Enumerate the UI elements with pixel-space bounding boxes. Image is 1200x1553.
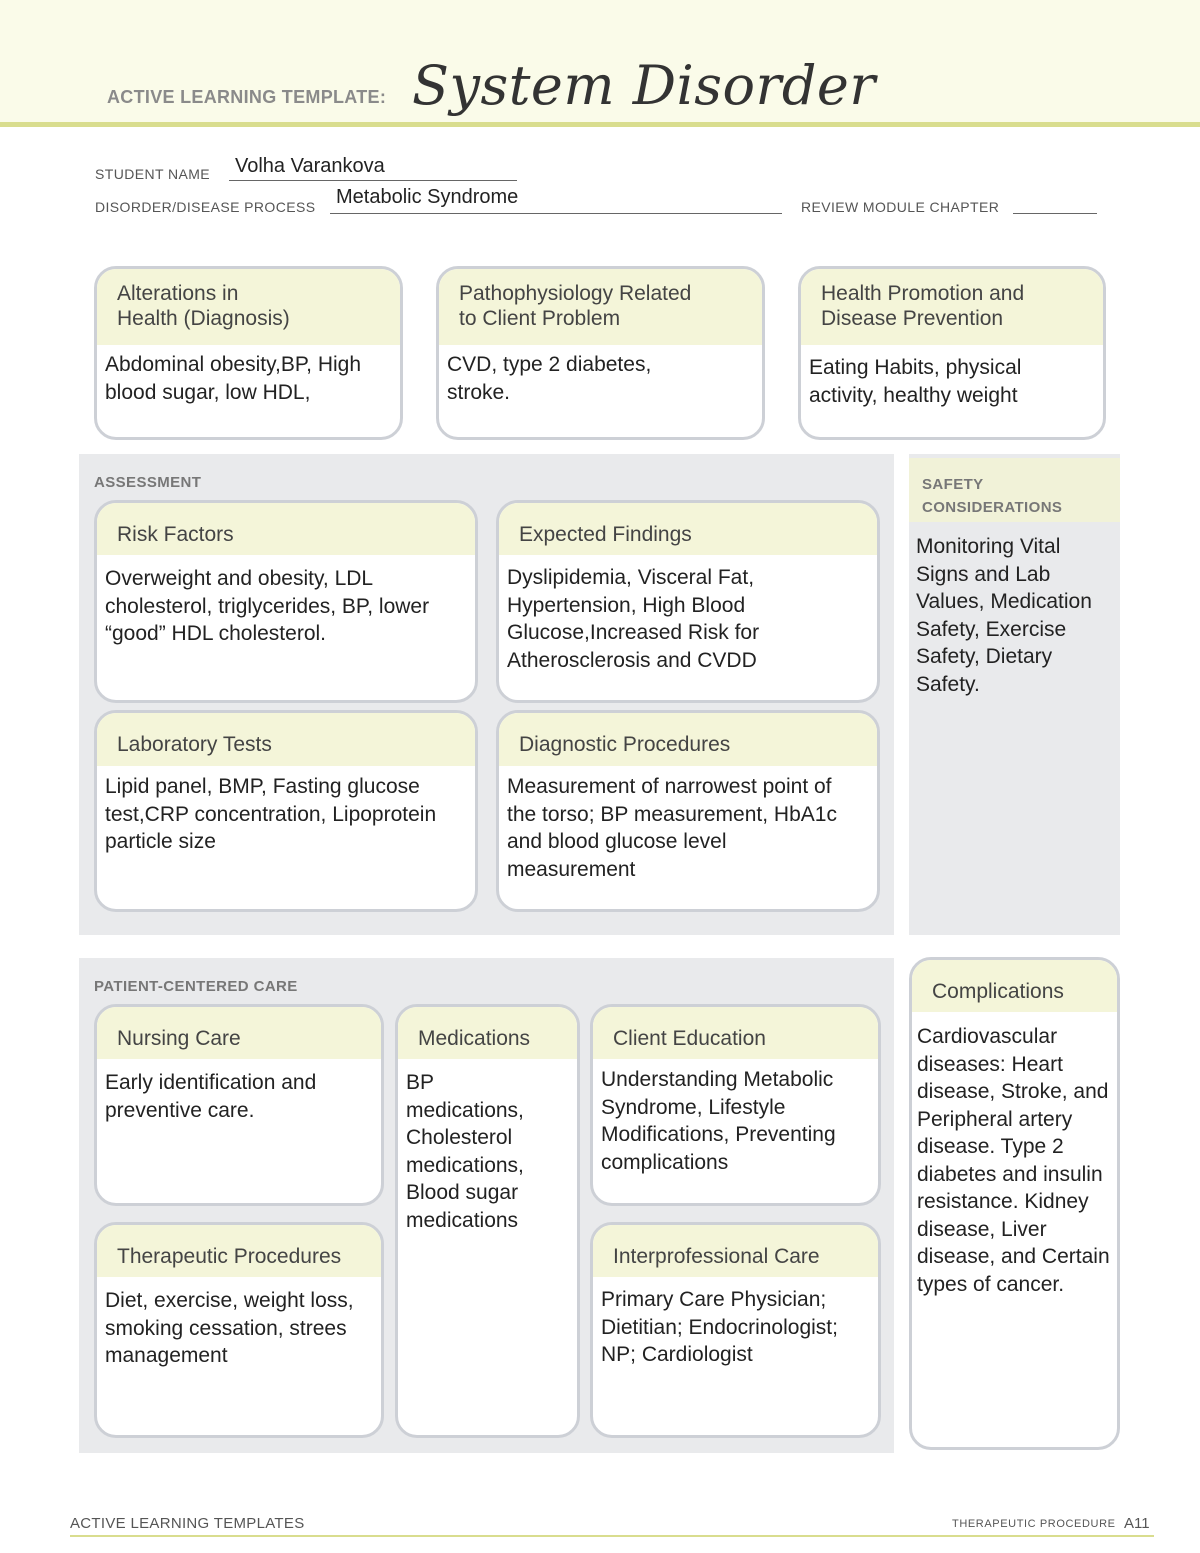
pathophysiology-title-1: Pathophysiology Related	[459, 282, 692, 305]
therapeutic-procedures-text[interactable]: Diet, exercise, weight loss, smoking cessation, strees management	[105, 1289, 354, 1367]
pathophysiology-title-2: to Client Problem	[459, 307, 621, 330]
student-name-line	[229, 180, 517, 181]
patient-care-title: PATIENT-CENTERED CARE	[94, 978, 298, 995]
expected-findings-box	[496, 500, 880, 703]
assessment-title: ASSESSMENT	[94, 474, 202, 491]
pathophysiology-box	[436, 266, 765, 440]
health-promotion-box	[798, 266, 1106, 440]
diagnostic-procedures-text[interactable]: Measurement of narrowest point of the torso; BP measurement, HbA1c and blood glucose level measurement	[507, 775, 837, 881]
safety-title-1: SAFETY	[922, 476, 984, 493]
header-rule	[0, 122, 1200, 127]
footer-page-number: A11	[1124, 1515, 1150, 1532]
therapeutic-procedures-header: Therapeutic Procedures	[97, 1225, 381, 1277]
health-promotion-text[interactable]: Eating Habits, physical activity, healthy weight	[809, 356, 1022, 407]
laboratory-tests-text[interactable]: Lipid panel, BMP, Fasting glucose test,CRP concentration, Lipoprotein particle size	[105, 775, 437, 853]
risk-factors-header: Risk Factors	[97, 503, 475, 555]
complications-box	[909, 957, 1120, 1450]
alterations-header	[97, 269, 400, 345]
interprofessional-care-header: Interprofessional Care	[593, 1225, 878, 1277]
client-education-box	[590, 1004, 881, 1206]
client-education-text[interactable]: Understanding Metabolic Syndrome, Lifestyle Modifications, Preventing complications	[601, 1068, 836, 1174]
pathophysiology-text[interactable]: CVD, type 2 diabetes, stroke.	[447, 353, 652, 404]
client-education-header: Client Education	[593, 1007, 878, 1059]
disorder-line	[330, 213, 782, 214]
chapter-line	[1013, 213, 1097, 214]
medications-box	[395, 1004, 580, 1438]
therapeutic-procedures-box	[94, 1222, 384, 1438]
safety-title-2: CONSIDERATIONS	[922, 499, 1063, 516]
expected-findings-text[interactable]: Dyslipidemia, Visceral Fat, Hypertension, High Blood Glucose,Increased Risk for Atherosclerosis and CVDD	[507, 566, 760, 672]
complications-header: Complications	[912, 960, 1117, 1012]
nursing-care-box	[94, 1004, 384, 1206]
nursing-care-header: Nursing Care	[97, 1007, 381, 1059]
interprofessional-care-text[interactable]: Primary Care Physician; Dietitian; Endocrinologist; NP; Cardiologist	[601, 1288, 838, 1366]
pathophysiology-header	[439, 269, 762, 345]
medications-text[interactable]: BP medications, Cholesterol medications, Blood sugar medications	[406, 1071, 524, 1232]
safety-text[interactable]: Monitoring Vital Signs and Lab Values, Medication Safety, Exercise Safety, Dietary Safety.	[916, 535, 1092, 696]
nursing-care-text[interactable]: Early identification and preventive care.	[105, 1071, 317, 1122]
footer-right: THERAPEUTIC PROCEDURE	[952, 1518, 1116, 1530]
footer-rule	[70, 1535, 1154, 1537]
disorder-field[interactable]: Metabolic Syndrome	[336, 186, 519, 208]
health-promotion-title-2: Disease Prevention	[821, 307, 1004, 330]
laboratory-tests-header: Laboratory Tests	[97, 713, 475, 766]
risk-factors-box	[94, 500, 478, 703]
interprofessional-care-box	[590, 1222, 881, 1438]
medications-header: Medications	[398, 1007, 577, 1059]
footer-left: ACTIVE LEARNING TEMPLATES	[70, 1515, 305, 1532]
health-promotion-header	[801, 269, 1103, 345]
diagnostic-procedures-box	[496, 710, 880, 912]
template-label: ACTIVE LEARNING TEMPLATE:	[107, 87, 387, 107]
alterations-box	[94, 266, 403, 440]
safety-title	[922, 473, 1062, 519]
complications-text[interactable]: Cardiovascular diseases: Heart disease, Stroke, and Peripheral artery disease. Type 2 diabetes and insulin resistance. Kidney disease, Liver disease, and Certain types of cancer.	[917, 1025, 1110, 1296]
laboratory-tests-box	[94, 710, 478, 912]
alterations-title-2: Health (Diagnosis)	[117, 307, 290, 330]
risk-factors-text[interactable]: Overweight and obesity, LDL cholesterol, triglycerides, BP, lower “good” HDL cholesterol.	[105, 567, 430, 645]
alterations-text[interactable]: Abdominal obesity,BP, High blood sugar, low HDL,	[105, 353, 362, 404]
template-title: System Disorder	[412, 54, 876, 117]
expected-findings-header: Expected Findings	[499, 503, 877, 555]
student-name-label: STUDENT NAME	[95, 166, 210, 182]
health-promotion-title-1: Health Promotion and	[821, 282, 1025, 305]
disorder-label: DISORDER/DISEASE PROCESS	[95, 199, 316, 215]
alterations-title-1: Alterations in	[117, 282, 239, 305]
chapter-label: REVIEW MODULE CHAPTER	[801, 199, 1000, 215]
diagnostic-procedures-header: Diagnostic Procedures	[499, 713, 877, 766]
student-name-field[interactable]: Volha Varankova	[235, 155, 385, 177]
